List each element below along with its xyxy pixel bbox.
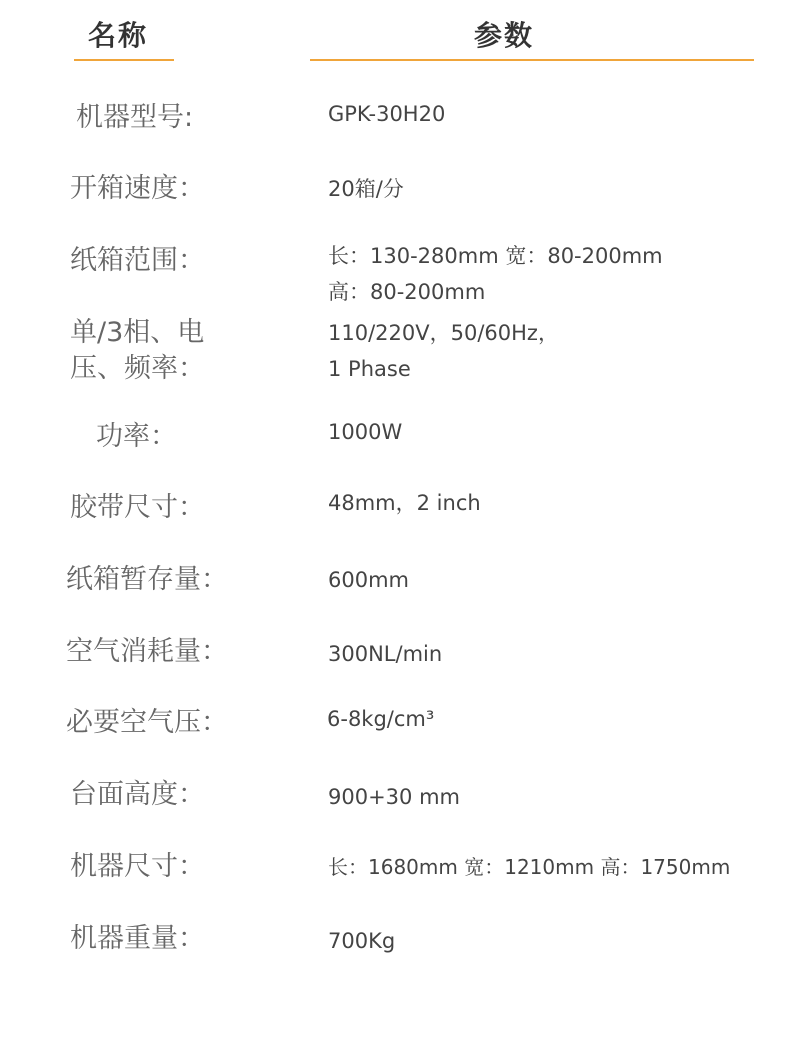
spec-label: 机器尺寸：	[70, 851, 205, 882]
spec-value: 1000W	[328, 420, 403, 444]
param-column-title: 参数	[474, 19, 535, 52]
spec-value: 48mm，2 inch	[328, 491, 481, 515]
spec-label: 机器重量：	[70, 923, 205, 954]
spec-value: 长：130-280mm 宽：80-200mm	[328, 244, 663, 268]
spec-label: 台面高度：	[70, 779, 205, 810]
spec-label: 功率：	[96, 421, 177, 452]
spec-label: 压、频率：	[70, 353, 205, 384]
spec-value: 高：80-200mm	[328, 280, 486, 304]
spec-label: 机器型号:	[76, 102, 194, 133]
spec-value: 300NL/min	[328, 642, 443, 666]
spec-value: 700Kg	[328, 929, 396, 953]
spec-value: 1 Phase	[328, 357, 411, 381]
spec-label: 空气消耗量：	[66, 636, 228, 667]
spec-label: 单/3相、电	[70, 317, 205, 348]
spec-label: 必要空气压：	[66, 707, 228, 738]
spec-value: GPK-30H20	[328, 102, 446, 126]
spec-label: 开箱速度：	[70, 173, 205, 204]
spec-value: 6-8kg/cm³	[327, 707, 435, 731]
spec-label: 纸箱暂存量：	[66, 564, 228, 595]
spec-value: 110/220V，50/60Hz，	[328, 321, 559, 345]
spec-label: 纸箱范围：	[70, 245, 205, 276]
spec-value: 600mm	[328, 568, 409, 592]
spec-value: 长：1680mm 宽：1210mm 高：1750mm	[328, 855, 731, 879]
spec-label: 胶带尺寸：	[70, 492, 205, 523]
spec-value: 900+30 mm	[328, 785, 460, 809]
spec-value: 20箱/分	[328, 177, 404, 201]
name-column-title: 名称	[88, 19, 149, 52]
